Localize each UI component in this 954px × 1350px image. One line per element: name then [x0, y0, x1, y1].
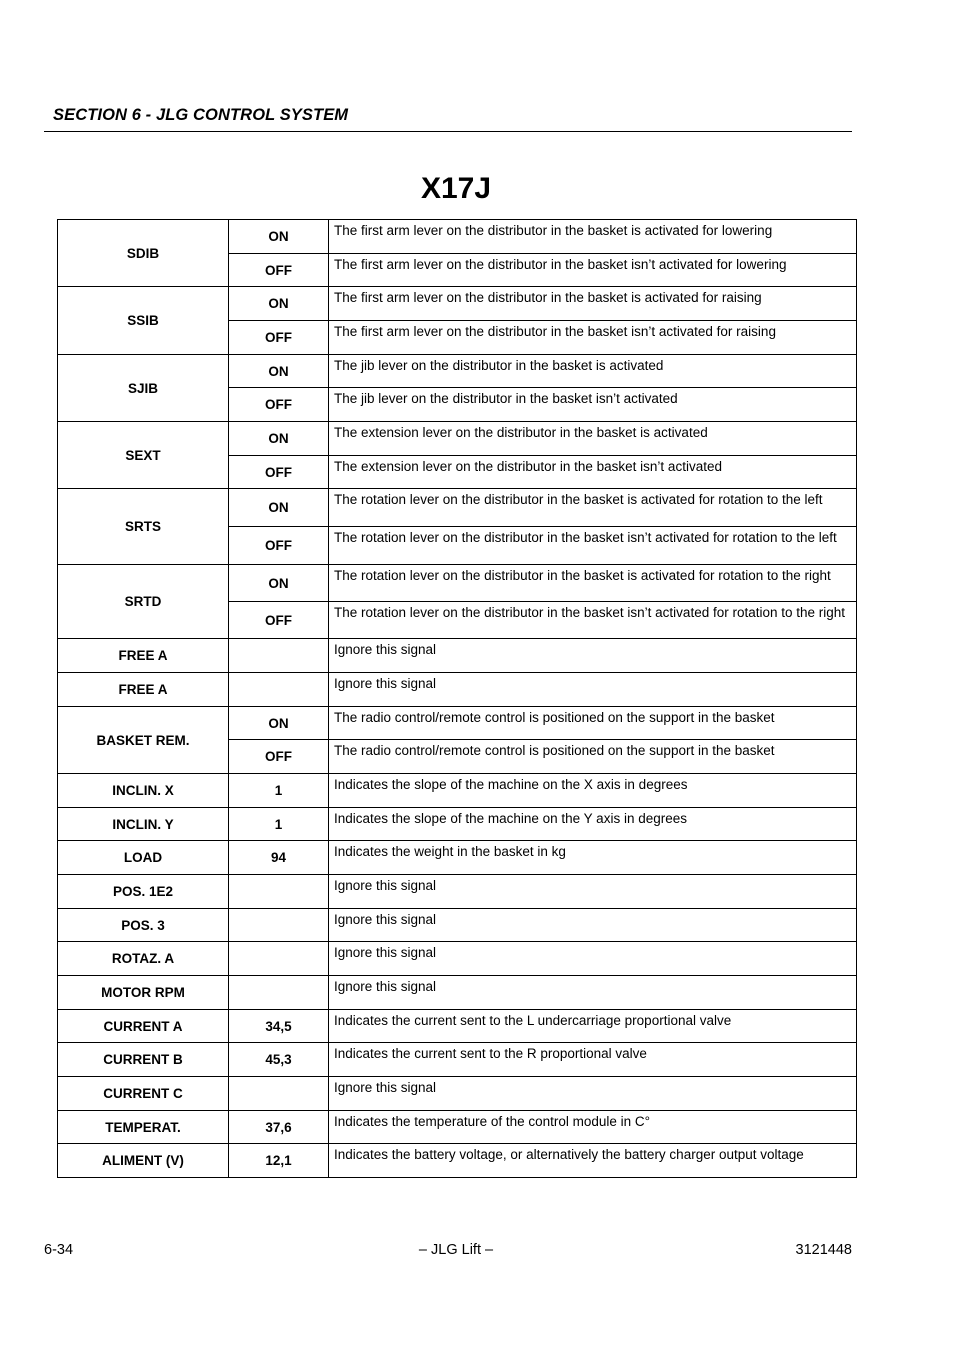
- signal-description: The extension lever on the distributor in the basket isn’t activated: [329, 456, 857, 489]
- signal-value: 12,1: [229, 1144, 329, 1178]
- table-row: [58, 1077, 857, 1111]
- table-row: [58, 942, 857, 976]
- signal-description: Ignore this signal: [329, 875, 857, 909]
- table-row: [58, 808, 857, 841]
- signal-description: The radio control/remote control is positioned on the support in the basket: [329, 707, 857, 740]
- signal-name: MOTOR RPM: [58, 976, 229, 1010]
- page-number: 6-34: [44, 1242, 74, 1258]
- table-row: [58, 287, 857, 321]
- signal-value: [229, 875, 329, 909]
- signal-description: The rotation lever on the distributor in the basket isn’t activated for rotation to the left: [329, 527, 857, 565]
- table-row: [58, 422, 857, 456]
- signal-description: Indicates the current sent to the R proportional valve: [329, 1043, 857, 1077]
- signal-name: SRTD: [58, 565, 229, 639]
- page-title: X17J: [420, 172, 492, 205]
- signal-name: CURRENT C: [58, 1077, 229, 1111]
- signal-description: The first arm lever on the distributor in the basket is activated for lowering: [329, 220, 857, 254]
- signal-value: ON: [229, 565, 329, 602]
- signal-name: SJIB: [58, 355, 229, 422]
- signal-value: [229, 942, 329, 976]
- signal-description: Ignore this signal: [329, 639, 857, 673]
- table-row: [58, 565, 857, 602]
- signal-value: ON: [229, 287, 329, 321]
- header-rule: [44, 131, 852, 132]
- table-row: [58, 355, 857, 388]
- signal-description: Indicates the current sent to the L undercarriage proportional valve: [329, 1010, 857, 1043]
- signal-name: TEMPERAT.: [58, 1111, 229, 1144]
- signal-name: ALIMENT (V): [58, 1144, 229, 1178]
- table-row: [58, 909, 857, 942]
- signal-name: CURRENT B: [58, 1043, 229, 1077]
- signal-value: OFF: [229, 527, 329, 565]
- signal-value: 45,3: [229, 1043, 329, 1077]
- signal-description: The first arm lever on the distributor in the basket isn’t activated for raising: [329, 321, 857, 355]
- table-row: [58, 1111, 857, 1144]
- signal-value: OFF: [229, 602, 329, 639]
- signal-name: INCLIN. Y: [58, 808, 229, 841]
- signal-description: Indicates the temperature of the control module in C°: [329, 1111, 857, 1144]
- signal-description: The radio control/remote control is positioned on the support in the basket: [329, 740, 857, 774]
- signal-description: The rotation lever on the distributor in the basket is activated for rotation to the right: [329, 565, 857, 602]
- signal-description: Indicates the weight in the basket in kg: [329, 841, 857, 875]
- signal-description: The jib lever on the distributor in the basket is activated: [329, 355, 857, 388]
- signal-name: FREE A: [58, 673, 229, 707]
- signal-description: The rotation lever on the distributor in the basket is activated for rotation to the left: [329, 489, 857, 527]
- signal-value: 34,5: [229, 1010, 329, 1043]
- signal-name: SRTS: [58, 489, 229, 565]
- table-row: [58, 1144, 857, 1178]
- table-row: [58, 1010, 857, 1043]
- signal-value: [229, 639, 329, 673]
- signal-name: FREE A: [58, 639, 229, 673]
- signal-value: ON: [229, 707, 329, 740]
- signal-value: [229, 976, 329, 1010]
- signal-value: [229, 673, 329, 707]
- signal-value: OFF: [229, 254, 329, 287]
- signal-name: LOAD: [58, 841, 229, 875]
- table-row: [58, 707, 857, 740]
- signal-description: The first arm lever on the distributor in the basket is activated for raising: [329, 287, 857, 321]
- signal-value: [229, 909, 329, 942]
- signal-value: 1: [229, 774, 329, 808]
- signal-name: CURRENT A: [58, 1010, 229, 1043]
- signal-table-body: [58, 220, 857, 1178]
- signal-value: 94: [229, 841, 329, 875]
- signal-name: SDIB: [58, 220, 229, 287]
- table-row: [58, 220, 857, 254]
- signal-name: INCLIN. X: [58, 774, 229, 808]
- signal-value: OFF: [229, 388, 329, 422]
- signal-description: The first arm lever on the distributor in the basket isn’t activated for lowering: [329, 254, 857, 287]
- signal-name: POS. 1E2: [58, 875, 229, 909]
- table-row: [58, 841, 857, 875]
- signal-name: ROTAZ. A: [58, 942, 229, 976]
- signal-table: [57, 219, 857, 1178]
- signal-description: Ignore this signal: [329, 1077, 857, 1111]
- signal-value: ON: [229, 355, 329, 388]
- signal-value: 1: [229, 808, 329, 841]
- table-row: [58, 774, 857, 808]
- signal-value: OFF: [229, 740, 329, 774]
- signal-description: The extension lever on the distributor in the basket is activated: [329, 422, 857, 456]
- signal-description: Indicates the slope of the machine on the X axis in degrees: [329, 774, 857, 808]
- signal-value: ON: [229, 220, 329, 254]
- table-row: [58, 875, 857, 909]
- signal-description: Indicates the battery voltage, or alternatively the battery charger output voltage: [329, 1144, 857, 1178]
- signal-value: ON: [229, 489, 329, 527]
- table-row: [58, 639, 857, 673]
- footer-center: – JLG Lift –: [418, 1242, 494, 1258]
- signal-value: OFF: [229, 456, 329, 489]
- signal-value: 37,6: [229, 1111, 329, 1144]
- signal-name: SSIB: [58, 287, 229, 355]
- signal-value: OFF: [229, 321, 329, 355]
- table-row: [58, 1043, 857, 1077]
- section-title: SECTION 6 - JLG CONTROL SYSTEM: [53, 106, 349, 124]
- signal-value: [229, 1077, 329, 1111]
- signal-description: Ignore this signal: [329, 976, 857, 1010]
- signal-description: Indicates the slope of the machine on the Y axis in degrees: [329, 808, 857, 841]
- signal-description: Ignore this signal: [329, 909, 857, 942]
- signal-description: Ignore this signal: [329, 942, 857, 976]
- signal-name: POS. 3: [58, 909, 229, 942]
- table-row: [58, 489, 857, 527]
- signal-name: SEXT: [58, 422, 229, 489]
- signal-description: Ignore this signal: [329, 673, 857, 707]
- doc-number: 3121448: [795, 1242, 852, 1258]
- signal-name: BASKET REM.: [58, 707, 229, 774]
- signal-value: ON: [229, 422, 329, 456]
- table-row: [58, 976, 857, 1010]
- signal-description: The jib lever on the distributor in the basket isn’t activated: [329, 388, 857, 422]
- signal-description: The rotation lever on the distributor in the basket isn’t activated for rotation to the right: [329, 602, 857, 639]
- table-row: [58, 673, 857, 707]
